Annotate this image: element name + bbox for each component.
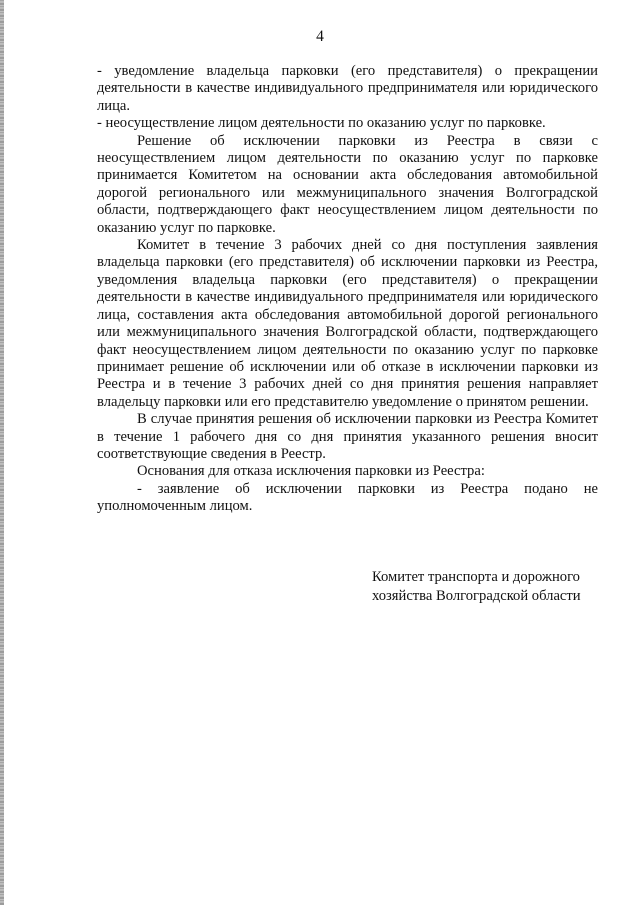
- paragraph-refusal-grounds: Основания для отказа исключения парковки из Реестра:: [137, 463, 485, 480]
- page-number: 4: [316, 28, 324, 45]
- signature-line-2: хозяйства Волгоградской области: [372, 588, 581, 604]
- paragraph-no-activity: - неосуществление лицом деятельности по оказанию услуг по парковке.: [97, 115, 546, 132]
- signature-block: [372, 568, 612, 606]
- paragraph-exclusion-decision: Решение об исключении парковки из Реестра в связи с неосуществлением лицом деятельности по оказанию услуг по парковке принимается Комитетом на основании акта обследования автомобильной дорогой регионального или межмуниципального значения Волгоградской области, подтверждающего факт неосуществлением лицом деятельности по оказанию услуг по парковке.: [97, 132, 598, 236]
- paragraph-owner-notice: - уведомление владельца парковки (его представителя) о прекращении деятельности в качестве индивидуального предпринимателя или юридического лица.: [97, 63, 598, 114]
- document-body: [97, 63, 598, 516]
- paragraph-unauthorized-application: - заявление об исключении парковки из Реестра подано не уполномоченным лицом.: [97, 480, 598, 515]
- scan-edge-artifact: [0, 0, 4, 905]
- paragraph-committee-procedure: Комитет в течение 3 рабочих дней со дня поступления заявления владельца парковки (его представителя) об исключении парковки из Реестра, уведомления владельца парковки (его представителя) о прекращении деятельности в качестве индивидуального предпринимателя или юридического лица, составления акта обследования автомобильной дорогой регионального или межмуниципального значения Волгоградской области, подтверждающего факт неосуществлением лицом деятельности по оказанию услуг по парковке принимает решение об исключении или об отказе в исключении парковки из Реестра и в течение 3 рабочих дней со дня принятия решения направляет владельцу парковки или его представителю уведомление о принятом решении.: [97, 237, 598, 410]
- paragraph-registry-update: В случае принятия решения об исключении парковки из Реестра Комитет в течение 1 рабочего дня со дня принятия указанного решения вносит соответствующие сведения в Реестр.: [97, 411, 598, 462]
- signature-line-1: Комитет транспорта и дорожного: [372, 569, 580, 585]
